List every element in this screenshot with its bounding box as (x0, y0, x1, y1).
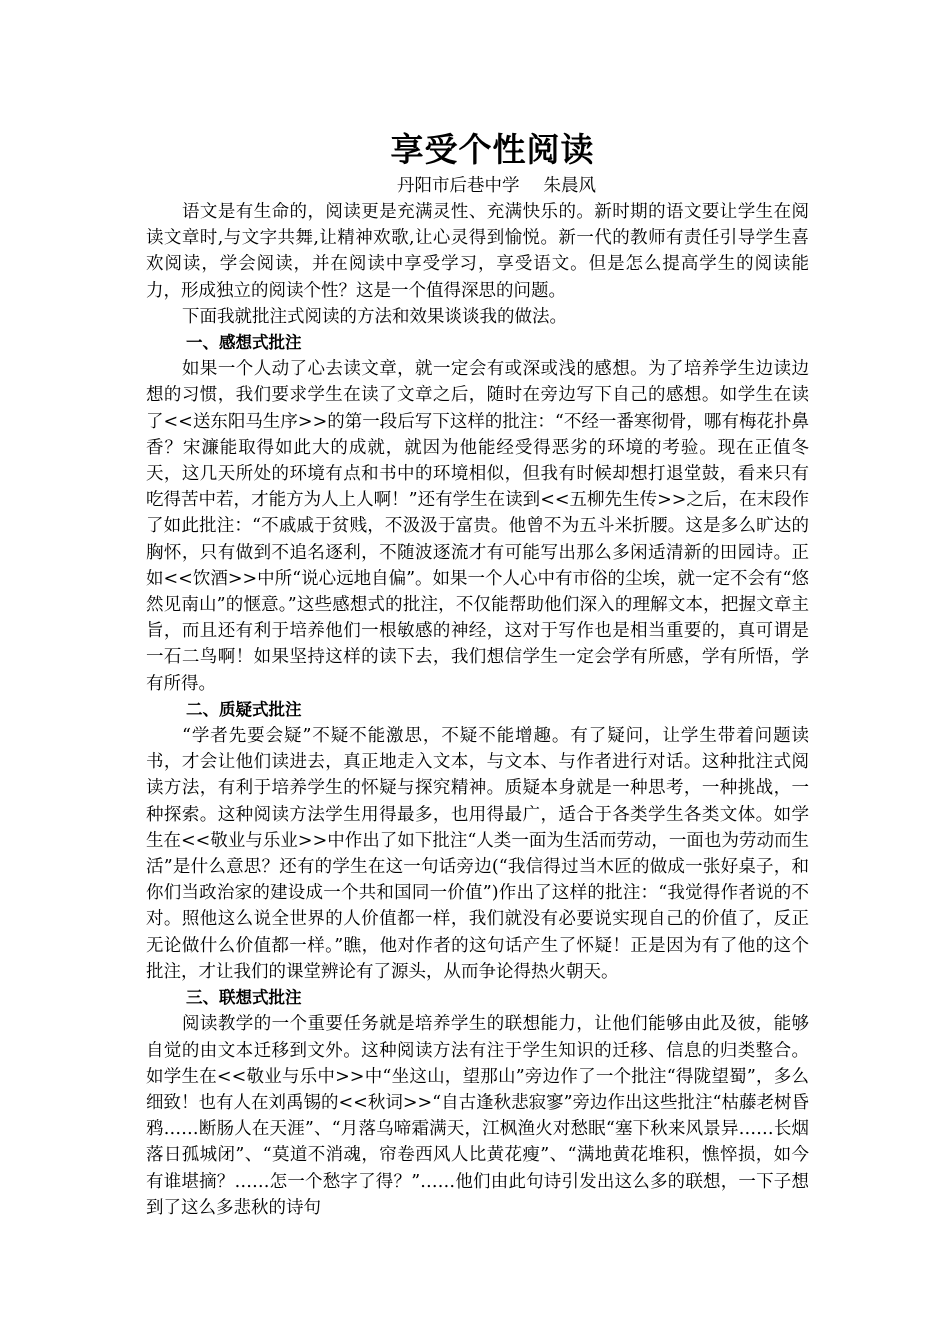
author-line (146, 173, 809, 199)
section-paragraph: “学者先要会疑”不疑不能激思，不疑不能增趣。有了疑问，让学生带着问题读书，才会让他们读进去，真正地走入文本，与文本、与作者进行对话。这种批注式阅读方法，有利于培养学生的怀疑与探究精神。质疑本身就是一种思考，一种挑战，一种探索。这种阅读方法学生用得最多，也用得最广，适合于各类学生各类文体。如学生在<<敬业与乐业>>中作出了如下批注“人类一面为生活而劳动，一面也为劳动而生活”是什么意思？还有的学生在这一句话旁边(“我信得过当木匠的做成一张好桌子，和你们当政治家的建设成一个共和国同一价值”)作出了这样的批注：“我觉得作者说的不对。照他这么说全世界的人价值都一样，我们就没有必要说实现自己的价值了，反正无论做什么价值都一样。”瞧，他对作者的这句话产生了怀疑！正是因为有了他的这个批注，才让我们的课堂辨论有了源头，从而争论得热火朝天。 (146, 726, 809, 982)
document-page (146, 124, 809, 1221)
section-paragraph: 如果一个人动了心去读文章，就一定会有或深或浅的感想。为了培养学生边读边想的习惯，我们要求学生在读了文章之后，随时在旁边写下自己的感想。如学生在读了<<送东阳马生序>>的第一段后写下这样的批注：“不经一番寒彻骨，哪有梅花扑鼻香？宋濂能取得如此大的成就，就因为他能经受得恶劣的环境的考验。现在正值冬天，这几天所处的环境有点和书中的环境相似，但我有时候却想打退堂鼓，看来只有吃得苦中若，才能方为人上人啊！”还有学生在读到<<五柳先生传>>之后，在末段作了如此批注：“不戚戚于贫贱，不汲汲于富贵。他曾不为五斗米折腰。这是多么旷达的胸怀，只有做到不追名逐利，不随波逐流才有可能写出那么多闲适清新的田园诗。正如<<饮酒>>中所“说心远地自偏”。如果一个人心中有市俗的尘埃，就一定不会有“悠然见南山”的惬意。”这些感想式的批注，不仅能帮助他们深入的理解文本，把握文章主旨，而且还有利于培养他们一根敏感的神经，这对于写作也是相当重要的，真可谓是一石二鸟啊！如果坚持这样的读下去，我们想信学生一定会学有所感，学有所悟，学有所得。 (146, 359, 809, 694)
author-name: 朱晨风 (543, 176, 596, 196)
section-heading: 二、质疑式批注 (186, 699, 302, 719)
section-heading: 一、感想式批注 (186, 333, 302, 353)
document-title: 享受个性阅读 (390, 130, 595, 169)
author-school: 丹阳市后巷中学 (397, 176, 520, 196)
section-heading: 三、联想式批注 (186, 988, 302, 1008)
intro-paragraph: 下面我就批注式阅读的方法和效果谈谈我的做法。 (182, 306, 567, 327)
intro-paragraph: 语文是有生命的，阅读更是充满灵性、充满快乐的。新时期的语文要让学生在阅读文章时,与文字共舞,让精神欢歌,让心灵得到愉悦。新一代的教师有责任引导学生喜欢阅读，学会阅读，并在阅读中享受学习，享受语文。但是怎么提高学生的阅读能力，形成独立的阅读个性？这是一个值得深思的问题。 (146, 202, 809, 301)
section-paragraph: 阅读教学的一个重要任务就是培养学生的联想能力，让他们能够由此及彼，能够自觉的由文本迁移到文外。这种阅读方法有注于学生知识的迁移、信息的归类整合。如学生在<<敬业与乐中>>中“坐这山，望那山”旁边作了一个批注“得陇望蜀”，多么细致！也有人在刘禹锡的<<秋词>>“自古逢秋悲寂寥”旁边作出这些批注“枯藤老树昏鸦……断肠人在天涯”、“月落乌啼霜满天，江枫渔火对愁眠“塞下秋来风景异……长烟落日孤城闭”、“莫道不消魂，帘卷西风人比黄花瘦”、“满地黄花堆积，憔悴损，如今有谁堪摘？……怎一个愁字了得？”……他们由此句诗引发出这么多的联想，一下子想到了这么多悲秋的诗句 (146, 1014, 809, 1218)
